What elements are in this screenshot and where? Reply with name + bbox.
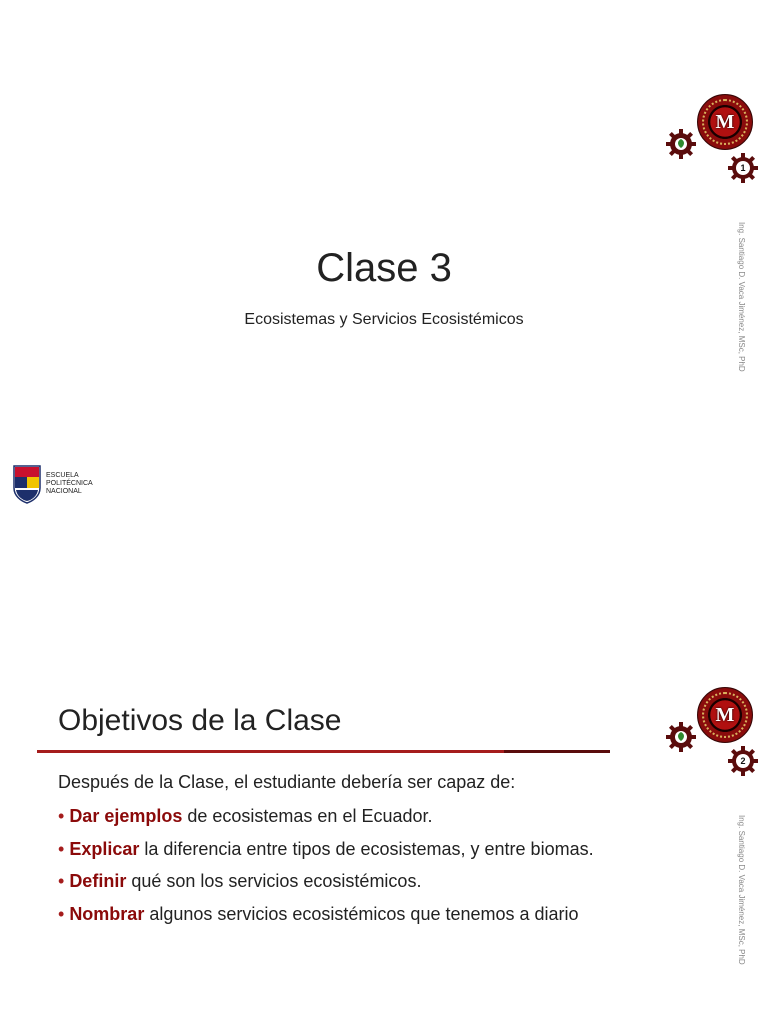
slide-title: Objetivos de la Clase	[58, 704, 342, 737]
author-credit: Ing. Santiago D. Vaca Jiménez, MSc, PhD	[737, 815, 746, 965]
list-item: • Dar ejemplos de ecosistemas en el Ecuador.	[58, 806, 433, 826]
university-seal-icon: M	[697, 94, 753, 150]
list-item: • Explicar la diferencia entre tipos de ecosistemas, y entre biomas.	[58, 838, 594, 859]
slide-subtitle: Ecosistemas y Servicios Ecosistémicos	[244, 311, 524, 328]
objectives-list	[58, 804, 594, 934]
objectives-intro: Después de la Clase, el estudiante debería ser capaz de:	[58, 772, 516, 792]
slide-2	[0, 512, 768, 1024]
list-item: • Nombrar algunos servicios ecosistémicos que tenemos a diario	[58, 903, 579, 924]
page-number: 2	[740, 756, 746, 766]
list-item: • Definir qué son los servicios ecosistémicos.	[58, 871, 422, 891]
institution-logo	[12, 464, 93, 504]
leaf-gear-icon	[665, 721, 697, 753]
leaf-gear-icon	[665, 128, 697, 160]
title-underline	[37, 750, 610, 753]
slide-title: Clase 3	[316, 246, 452, 290]
author-credit: Ing. Santiago D. Vaca Jiménez, MSc, PhD	[737, 222, 746, 372]
page-number: 1	[740, 163, 746, 173]
institution-name: ESCUELA POLITÉCNICA NACIONAL	[46, 472, 93, 495]
shield-icon	[12, 464, 42, 504]
university-seal-icon: M	[697, 687, 753, 743]
